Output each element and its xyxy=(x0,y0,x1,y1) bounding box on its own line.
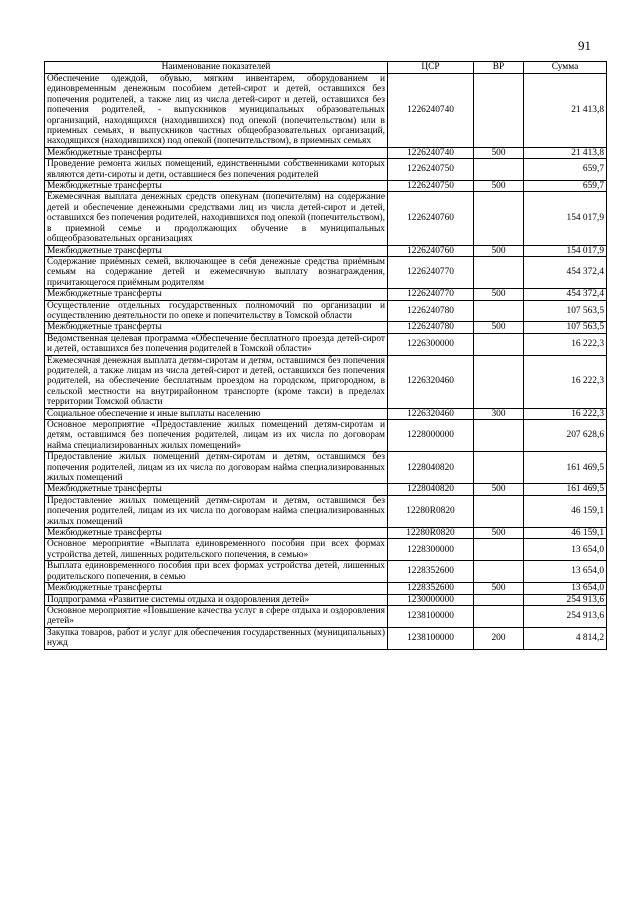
row-vr xyxy=(474,539,524,561)
table-row xyxy=(45,147,607,158)
table-row xyxy=(45,322,607,333)
row-sum: 16 222,3 xyxy=(524,355,607,408)
row-vr xyxy=(474,452,524,484)
row-vr xyxy=(474,420,524,452)
row-vr xyxy=(474,495,524,527)
row-vr: 500 xyxy=(474,322,524,333)
row-csr: 1228352600 xyxy=(388,561,474,583)
row-name: Ежемесячная денежная выплата детям-сиротам и детям, оставшимся без попечения родителей, а также лицам из числа детей-сирот и детей, оставшихся без попечения родителей, на обеспечение бесплатным проездом на городском, пригородном, в сельской местности на внутрирайонном транспорте (кроме такси) в пределах территории Томской области xyxy=(45,355,388,408)
row-vr: 500 xyxy=(474,245,524,256)
row-vr xyxy=(474,74,524,148)
table-row xyxy=(45,605,607,627)
table-row xyxy=(45,528,607,539)
table-row xyxy=(45,333,607,355)
row-csr: 1228000000 xyxy=(388,420,474,452)
row-sum: 154 017,9 xyxy=(524,245,607,256)
table-row xyxy=(45,583,607,594)
table-row xyxy=(45,495,607,527)
row-name: Осуществление отдельных государственных полномочий по организации и осуществлению деятельности по опеке и попечительству в Томской области xyxy=(45,300,388,322)
table-row xyxy=(45,159,607,181)
table-row xyxy=(45,594,607,605)
page-number: 91 xyxy=(578,38,591,53)
row-csr: 1228352600 xyxy=(388,583,474,594)
row-sum: 659,7 xyxy=(524,159,607,181)
row-vr xyxy=(474,256,524,288)
row-name: Межбюджетные трансферты xyxy=(45,245,388,256)
row-name: Межбюджетные трансферты xyxy=(45,528,388,539)
table-row xyxy=(45,408,607,419)
row-csr: 1226240740 xyxy=(388,147,474,158)
row-name: Межбюджетные трансферты xyxy=(45,583,388,594)
table-row xyxy=(45,561,607,583)
row-sum: 254 913,6 xyxy=(524,605,607,627)
row-sum: 659,7 xyxy=(524,181,607,192)
row-vr xyxy=(474,333,524,355)
row-csr: 1226240780 xyxy=(388,300,474,322)
row-csr: 1230000000 xyxy=(388,594,474,605)
header-csr: ЦСР xyxy=(388,62,474,74)
row-sum: 207 628,6 xyxy=(524,420,607,452)
row-sum: 13 654,0 xyxy=(524,539,607,561)
row-sum: 16 222,3 xyxy=(524,333,607,355)
table-row xyxy=(45,256,607,288)
table-row xyxy=(45,484,607,495)
row-vr xyxy=(474,561,524,583)
table-row xyxy=(45,181,607,192)
row-vr: 500 xyxy=(474,484,524,495)
row-vr: 500 xyxy=(474,181,524,192)
row-sum: 107 563,5 xyxy=(524,322,607,333)
table-row xyxy=(45,74,607,148)
row-csr: 1226240750 xyxy=(388,181,474,192)
row-name: Ежемесячная выплата денежных средств опекунам (попечителям) на содержание детей и обеспечение денежными средствами лиц из числа детей-сирот и детей, оставшихся без попечения родителей, находившихся под опекой (попечительством), в приемной семье и продолжающих обучение в муниципальных общеобразовательных организациях xyxy=(45,192,388,245)
row-name: Основное мероприятие «Повышение качества услуг в сфере отдыха и оздоровления детей» xyxy=(45,605,388,627)
row-name: Проведение ремонта жилых помещений, единственными собственниками которых являются дети-сироты и дети, оставшиеся без попечения родителей xyxy=(45,159,388,181)
row-sum: 46 159,1 xyxy=(524,495,607,527)
table-row xyxy=(45,355,607,408)
row-name: Выплата единовременного пособия при всех формах устройства детей, лишенных родительского попечения, в семью xyxy=(45,561,388,583)
table-row xyxy=(45,245,607,256)
row-sum: 454 372,4 xyxy=(524,256,607,288)
row-name: Обеспечение одеждой, обувью, мягким инвентарем, оборудованием и единовременным денежным пособием детей-сирот и детей, оставшихся без попечения родителей, а также лиц из числа детей-сирот и детей, оставшихся без попечения родителей, - выпускников муниципальных образовательных организаций, находящихся (находившихся) под опекой (попечительством) или в приемных семьях, и выпускников частных общеобразовательных организаций, находящихся (находившихся) под опекой (попечительством), в приемных семьях xyxy=(45,74,388,148)
row-sum: 161 469,5 xyxy=(524,452,607,484)
row-sum: 13 654,0 xyxy=(524,561,607,583)
row-sum: 21 413,8 xyxy=(524,147,607,158)
row-sum: 4 814,2 xyxy=(524,627,607,649)
budget-table xyxy=(44,61,607,650)
row-vr xyxy=(474,355,524,408)
row-vr: 500 xyxy=(474,583,524,594)
row-name: Межбюджетные трансферты xyxy=(45,322,388,333)
row-name: Содержание приёмных семей, включающее в себя денежные средства приёмным семьям на содержание детей и ежемесячную выплату вознаграждения, причитающегося приёмным родителям xyxy=(45,256,388,288)
row-csr: 12280R0820 xyxy=(388,495,474,527)
row-sum: 161 469,5 xyxy=(524,484,607,495)
table-row xyxy=(45,627,607,649)
row-csr: 1228040820 xyxy=(388,484,474,495)
row-name: Предоставление жилых помещений детям-сиротам и детям, оставшимся без попечения родителей, лицам из их числа по договорам найма специализированных жилых помещений xyxy=(45,452,388,484)
row-vr: 200 xyxy=(474,627,524,649)
row-name: Межбюджетные трансферты xyxy=(45,484,388,495)
row-name: Межбюджетные трансферты xyxy=(45,289,388,300)
row-csr: 1226240770 xyxy=(388,289,474,300)
row-csr: 1226240740 xyxy=(388,74,474,148)
row-csr: 1228300000 xyxy=(388,539,474,561)
row-csr: 1226240780 xyxy=(388,322,474,333)
row-csr: 1226300000 xyxy=(388,333,474,355)
table-row xyxy=(45,539,607,561)
row-name: Социальное обеспечение и иные выплаты населению xyxy=(45,408,388,419)
table-row xyxy=(45,452,607,484)
table-row xyxy=(45,300,607,322)
header-name: Наименование показателей xyxy=(45,62,388,74)
row-sum: 13 654,0 xyxy=(524,583,607,594)
row-csr: 1226240770 xyxy=(388,256,474,288)
row-csr: 1226240750 xyxy=(388,159,474,181)
row-csr: 12280R0820 xyxy=(388,528,474,539)
row-name: Межбюджетные трансферты xyxy=(45,181,388,192)
table-body xyxy=(45,74,607,650)
row-vr: 500 xyxy=(474,289,524,300)
row-sum: 107 563,5 xyxy=(524,300,607,322)
row-sum: 454 372,4 xyxy=(524,289,607,300)
row-vr xyxy=(474,159,524,181)
row-vr xyxy=(474,594,524,605)
row-vr: 300 xyxy=(474,408,524,419)
row-name: Основное мероприятие «Выплата единовременного пособия при всех формах устройства детей, лишенных родительского попечения, в семью» xyxy=(45,539,388,561)
row-csr: 1238100000 xyxy=(388,605,474,627)
row-name: Закупка товаров, работ и услуг для обеспечения государственных (муниципальных) нужд xyxy=(45,627,388,649)
row-sum: 21 413,8 xyxy=(524,74,607,148)
row-vr xyxy=(474,192,524,245)
row-name: Межбюджетные трансферты xyxy=(45,147,388,158)
row-sum: 46 159,1 xyxy=(524,528,607,539)
row-csr: 1228040820 xyxy=(388,452,474,484)
table-row xyxy=(45,289,607,300)
row-sum: 16 222,3 xyxy=(524,408,607,419)
row-vr: 500 xyxy=(474,147,524,158)
row-csr: 1226320460 xyxy=(388,355,474,408)
row-csr: 1238100000 xyxy=(388,627,474,649)
header-vr: ВР xyxy=(474,62,524,74)
row-csr: 1226240760 xyxy=(388,245,474,256)
row-vr xyxy=(474,605,524,627)
table-row xyxy=(45,420,607,452)
header-sum: Сумма xyxy=(524,62,607,74)
row-csr: 1226320460 xyxy=(388,408,474,419)
row-name: Предоставление жилых помещений детям-сиротам и детям, оставшимся без попечения родителей, лицам из их числа по договорам найма специализированных жилых помещений xyxy=(45,495,388,527)
row-vr xyxy=(474,300,524,322)
row-name: Ведомственная целевая программа «Обеспечение бесплатного проезда детей-сирот и детей, оставшихся без попечения родителей в Томской области» xyxy=(45,333,388,355)
table-header-row xyxy=(45,62,607,74)
row-name: Подпрограмма «Развитие системы отдыха и оздоровления детей» xyxy=(45,594,388,605)
row-sum: 154 017,9 xyxy=(524,192,607,245)
row-csr: 1226240760 xyxy=(388,192,474,245)
row-vr: 500 xyxy=(474,528,524,539)
row-sum: 254 913,6 xyxy=(524,594,607,605)
row-name: Основное мероприятие «Предоставление жилых помещений детям-сиротам и детям, оставшимся без попечения родителей, лицам из их числа по договорам найма специализированных жилых помещений» xyxy=(45,420,388,452)
table-row xyxy=(45,192,607,245)
